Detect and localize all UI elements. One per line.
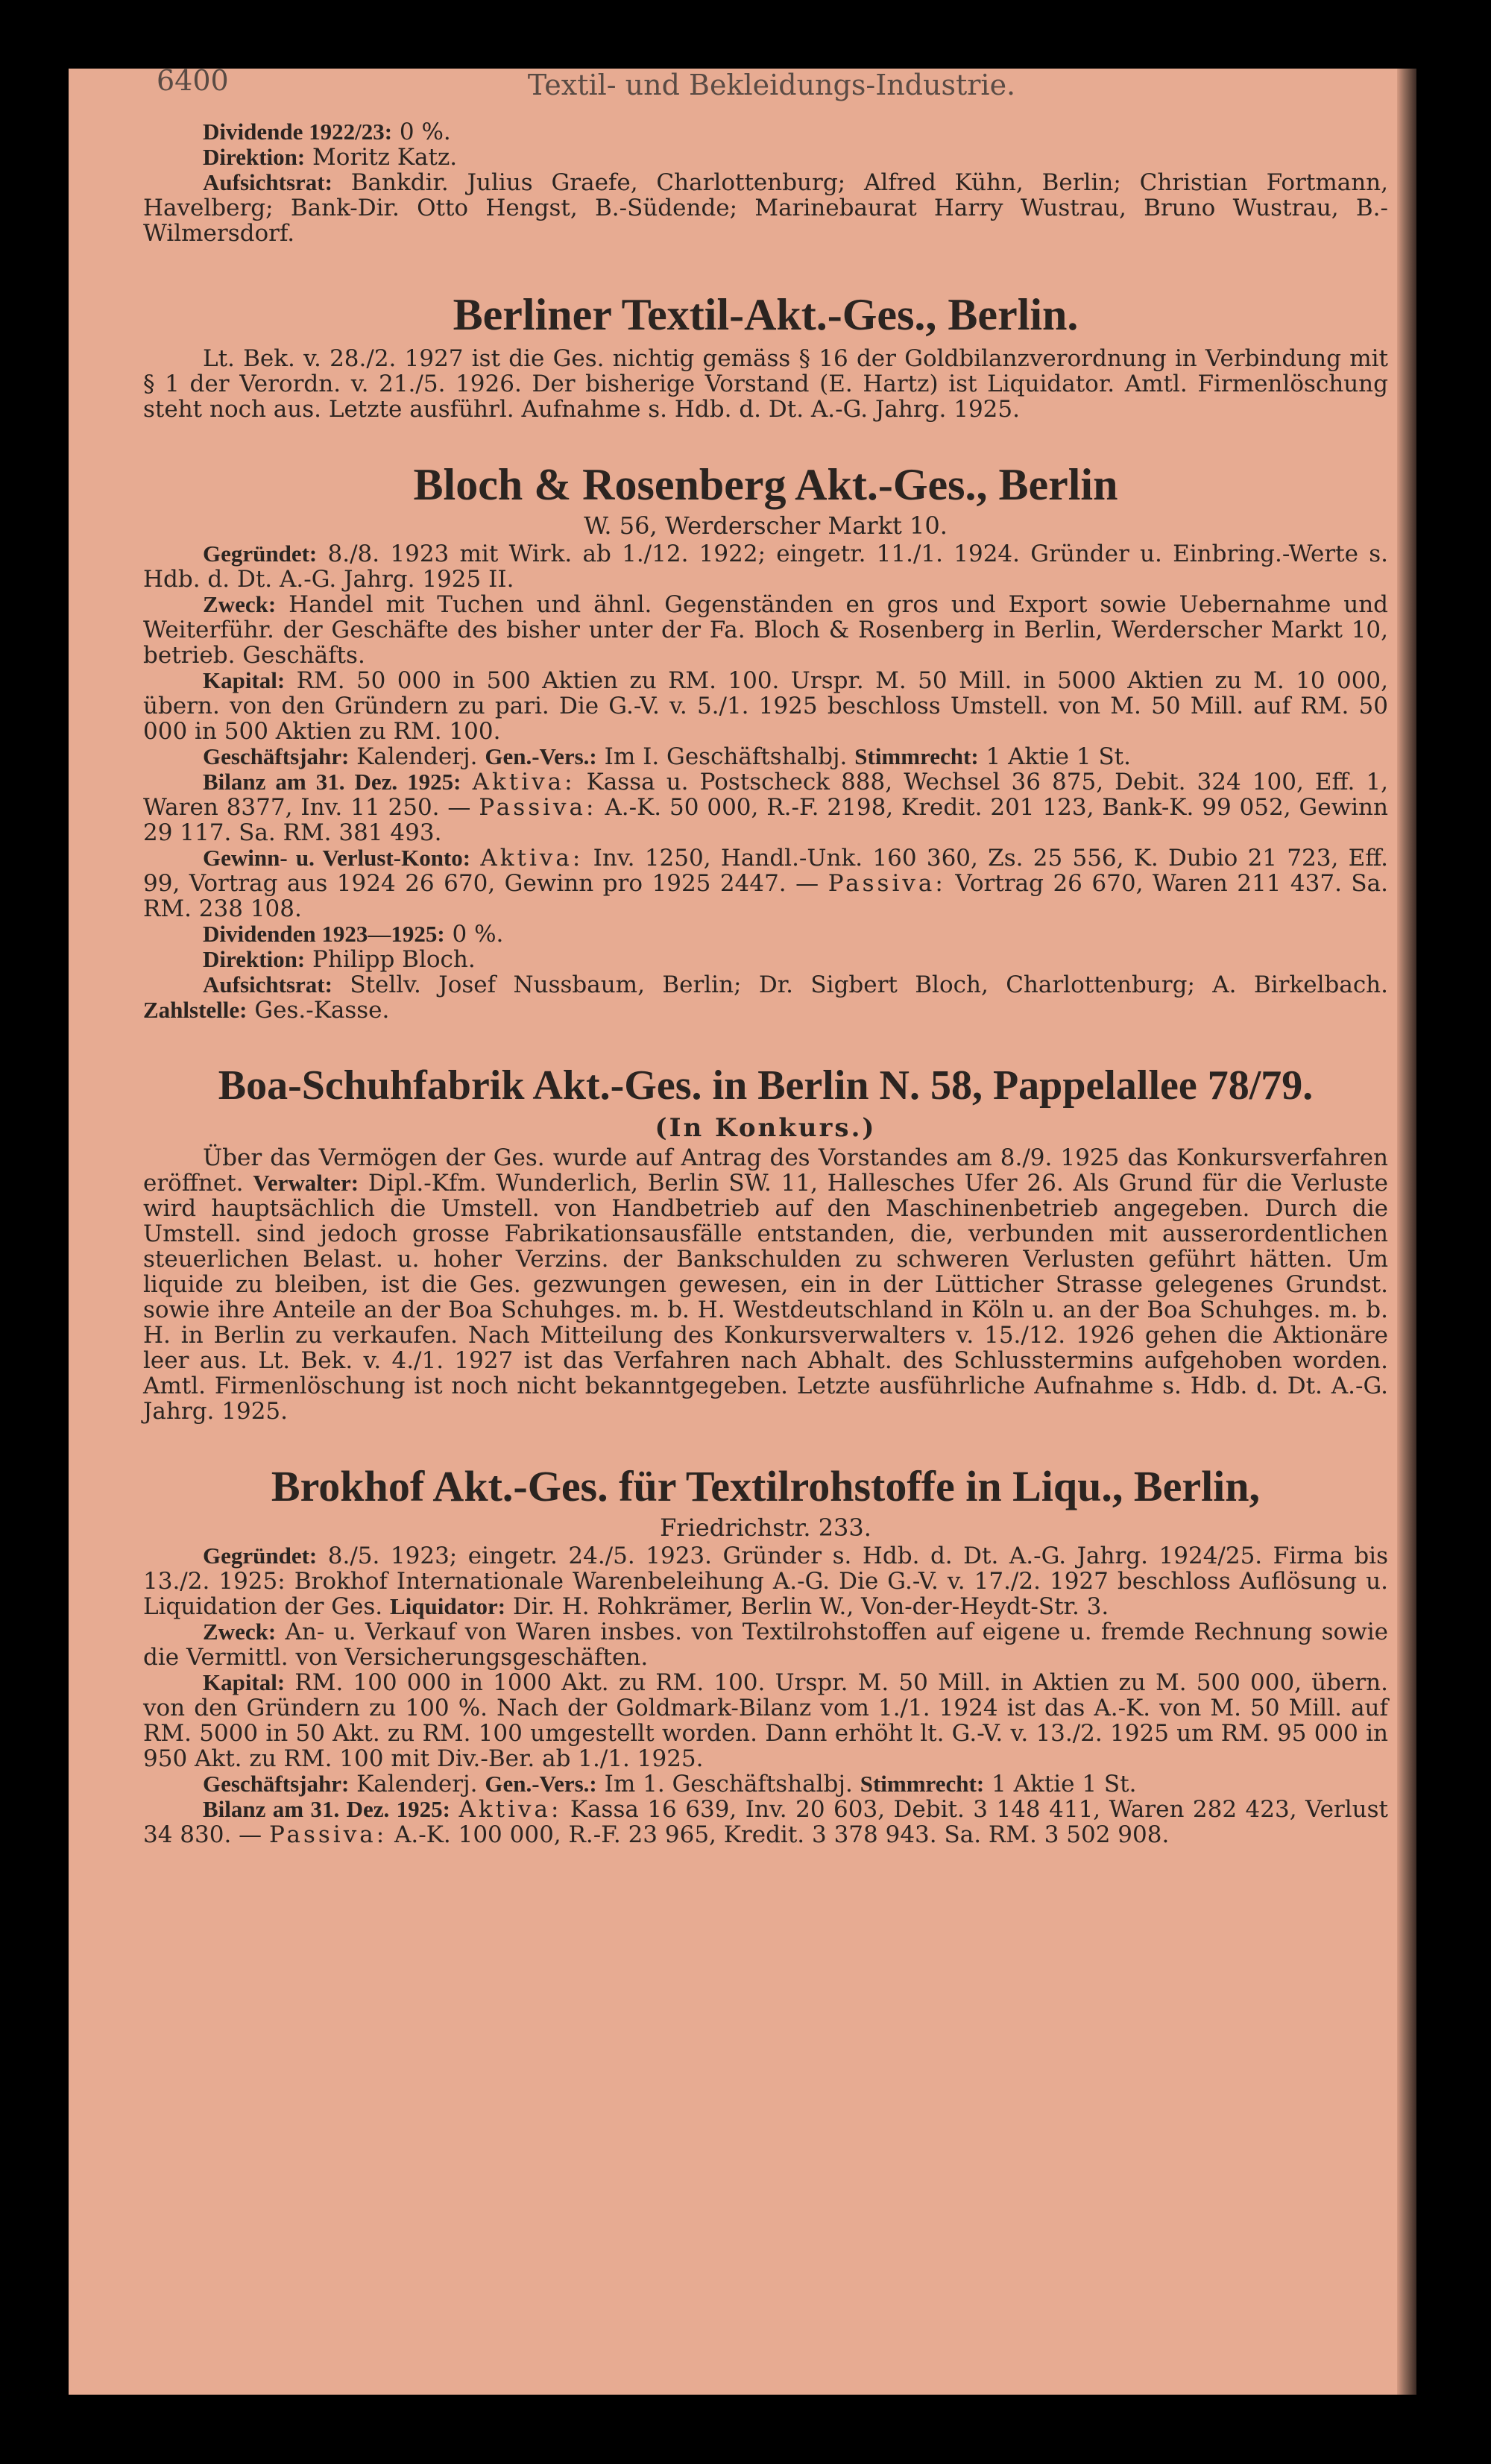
field-label: Aufsichtsrat: [203, 971, 332, 998]
field-label: Geschäftsjahr: [203, 1771, 350, 1797]
field-text: Kassa u. Postscheck 888, Wechsel 36 875, Debit. 324 100, Eff. 1, Waren 8377, Inv. 11 250. — [143, 769, 1388, 821]
field-text: Über das Vermögen der Ges. wurde auf Antrag des Vorstandes am 8./9. 1925 das Konkursverfahren eröffnet. [143, 1144, 1388, 1197]
passiva-word: Passiva: [269, 1821, 388, 1848]
company-title-boa: Boa-Schuhfabrik Akt.-Ges. in Berlin N. 58, Pappelallee 78/79. [218, 1062, 1314, 1109]
field-label: Liquidator: [390, 1593, 506, 1619]
field-label: Aufsichtsrat: [203, 169, 332, 195]
aktiva-word: Aktiva: [480, 845, 584, 872]
field-label: Zweck: [203, 591, 277, 617]
company-address: W. 56, Werderscher Markt 10. [584, 511, 948, 540]
field-text: 8./8. 1923 mit Wirk. ab 1./12. 1922; eingetr. 11./1. 1924. Gründer u. Einbring.-Werte s. Hdb. d. Dt. A.-G. Jahrg. 1925 II. [143, 541, 1388, 593]
field-text: 0 %. [444, 921, 504, 948]
field-label: Bilanz am 31. Dez. 1925: [203, 769, 461, 795]
field-text: A.-K. 100 000, R.-F. 23 965, Kredit. 3 378 943. Sa. RM. 3 502 908. [387, 1821, 1170, 1848]
field-text: Handel mit Tuchen und ähnl. Gegenständen en gros und Export sowie Uebernahme und Weiterführ. der Geschäfte des bisher unter der Fa. Bloch & Rosenberg in Berlin, Werderscher Markt 10, betrieb. Geschäfts. [143, 591, 1388, 669]
bilanz-paragraph [143, 1797, 1388, 1847]
aktiva-word: Aktiva: [472, 769, 576, 795]
field-label: Gen.-Vers.: [485, 1771, 597, 1797]
field-text: Dipl.-Kfm. Wunderlich, Berlin SW. 11, Hallesches Ufer 26. Als Grund für die Verluste wird hauptsächlich die Umstell. von Handbetrieb auf den Maschinenbetrieb angegeben. Durch die Umstell. sind jedoch grosse Fabrikationsausfälle entstanden, die, verbunden mit ausserordentlichen steuerlichen Belast. u. hoher Verzins. der Bankschulden zu schweren Verlusten geführt hätten. Um liquide zu bleiben, ist die Ges. gezwungen gewesen, ein in der Lütticher Strasse gelegenes Grundst. sowie ihre Anteile an der Boa Schuhges. m. b. H. Westdeutschland in Köln u. an der Boa Schuhges. m. b. H. in Berlin zu verkaufen. Nach Mitteilung des Konkursverwalters v. 15./12. 1926 gehen die Aktionäre leer aus. Lt. Bek. v. 4./1. 1927 ist das Verfahren nach Abhalt. des Schlusstermins aufgehoben worden. Amtl. Firmenlöschung ist noch nicht bekanntgegeben. Letzte ausführliche Aufnahme s. Hdb. d. Dt. A.-G. Jahrg. 1925. [143, 1170, 1388, 1425]
page-number: 6400 [157, 69, 229, 97]
passiva-word: Passiva: [828, 870, 946, 897]
field-text: Bankdir. Julius Graefe, Charlottenburg; Alfred Kühn, Berlin; Christian Fortmann, Havelberg; Bank-Dir. Otto Hengst, B.-Südende; Marinebaurat Harry Wustrau, Bruno Wustrau, B.-Wilmersdorf. [143, 169, 1388, 247]
book-spine-shadow [1397, 69, 1416, 2395]
field-label: Kapital: [203, 667, 286, 693]
konkurs-note: (In Konkurs.) [655, 1113, 877, 1143]
field-label: Gen.-Vers.: [485, 743, 597, 769]
field-label: Direktion: [203, 946, 306, 972]
kapital-paragraph [143, 1670, 1388, 1771]
field-text: RM. 50 000 in 500 Aktien zu RM. 100. Urspr. M. 50 Mill. in 5000 Aktien zu M. 10 000, übern. von den Gründern zu pari. Die G.-V. v. 5./1. 1925 beschloss Umstell. von M. 50 Mill. auf RM. 50 000 in 500 Aktien zu RM. 100. [143, 667, 1388, 745]
field-text: 1 Aktie 1 St. [978, 743, 1131, 770]
boa-body [143, 1145, 1388, 1424]
dividenden-paragraph [143, 921, 1388, 947]
page-content [143, 113, 1388, 1847]
passiva-word: Passiva: [479, 794, 597, 821]
zweck-paragraph [143, 1619, 1388, 1670]
field-text: 1 Aktie 1 St. [984, 1771, 1137, 1797]
field-label: Direktion: [203, 144, 306, 170]
field-label: Kapital: [203, 1669, 286, 1695]
field-text: Kalenderj. [349, 743, 485, 770]
field-label: Stimmrecht: [860, 1771, 985, 1797]
gegruendet-paragraph [143, 1543, 1388, 1619]
field-label: Bilanz am 31. Dez. 1925: [203, 1796, 450, 1822]
aktiva-word: Aktiva: [458, 1796, 562, 1823]
direktion-paragraph [143, 947, 1388, 972]
field-text: Ges.-Kasse. [247, 997, 390, 1024]
field-label: Dividende 1922/23: [203, 119, 393, 145]
field-label: Zahlstelle: [143, 997, 248, 1023]
company-title-berliner: Berliner Textil-Akt.-Ges., Berlin. [453, 290, 1079, 339]
direktion-paragraph [143, 145, 1388, 170]
geschaeftsjahr-paragraph [143, 1771, 1388, 1797]
kapital-paragraph [143, 668, 1388, 744]
running-title: Textil- und Bekleidungs-Industrie. [527, 69, 1016, 101]
field-text: 0 %. [392, 119, 451, 145]
field-label: Gewinn- u. Verlust-Konto: [203, 845, 471, 871]
field-text: Moritz Katz. [305, 144, 458, 171]
guv-paragraph [143, 845, 1388, 921]
company-title-bloch: Bloch & Rosenberg Akt.-Ges., Berlin [413, 460, 1118, 509]
field-label: Verwalter: [253, 1170, 359, 1196]
field-text: Im I. Geschäftshalbj. [596, 743, 855, 770]
dividende-paragraph [143, 119, 1388, 145]
field-text: Kalenderj. [349, 1771, 485, 1797]
scanned-page [69, 69, 1416, 2395]
field-label: Stimmrecht: [854, 743, 979, 769]
field-text: An- u. Verkauf von Waren insbes. von Textilrohstoffen auf eigene u. fremde Rechnung sowie die Vermittl. von Versicherungsgeschäften. [143, 1619, 1388, 1671]
zweck-paragraph [143, 592, 1388, 668]
field-text: Vortrag 26 670, Waren 211 437. Sa. RM. 238 108. [143, 870, 1389, 922]
field-label: Gegründet: [203, 1543, 318, 1569]
field-label: Gegründet: [203, 541, 318, 567]
gegruendet-paragraph [143, 541, 1388, 592]
geschaeftsjahr-paragraph [143, 744, 1388, 769]
bilanz-paragraph [143, 769, 1388, 845]
field-text: Kassa 16 639, Inv. 20 603, Debit. 3 148 411, Waren 282 423, Verlust 34 830. — [143, 1796, 1388, 1848]
aufsichtsrat-paragraph [143, 170, 1388, 246]
field-label: Geschäftsjahr: [203, 743, 350, 769]
company-address: Friedrichstr. 233. [660, 1513, 871, 1542]
field-text: 8./5. 1923; eingetr. 24./5. 1923. Gründer s. Hdb. d. Dt. A.-G. Jahrg. 1924/25. Firma bis 13./2. 1925: Brokhof Internationale Warenbeleihung A.-G. Die G.-V. v. 17./2. 1927 beschloss Auflösung u. Liquidation der Ges. [143, 1543, 1388, 1620]
field-text: Philipp Bloch. [305, 946, 476, 973]
aufsichtsrat-paragraph [143, 972, 1388, 1023]
field-text: Inv. 1250, Handl.-Unk. 160 360, Zs. 25 556, K. Dubio 21 723, Eff. 99, Vortrag aus 1924 26 670, Gewinn pro 1925 2447. — [143, 845, 1389, 897]
field-text: Stellv. Josef Nussbaum, Berlin; Dr. Sigbert Bloch, Charlottenburg; A. Birkelbach. [332, 971, 1388, 998]
field-text: RM. 100 000 in 1000 Akt. zu RM. 100. Urspr. M. 50 Mill. in Aktien zu M. 500 000, übern. von den Gründern zu 100 %. Nach der Goldmark-Bilanz vom 1./1. 1924 ist das A.-K. von M. 50 Mill. auf RM. 5000 in 50 Akt. zu RM. 100 umgestellt worden. Dann erhöht lt. G.-V. v. 13./2. 1925 um RM. 95 000 in 950 Akt. zu RM. 100 mit Div.-Ber. ab 1./1. 1925. [143, 1669, 1388, 1772]
company-title-brokhof: Brokhof Akt.-Ges. für Textilrohstoffe in Liqu., Berlin, [271, 1462, 1261, 1510]
field-text: A.-K. 50 000, R.-F. 2198, Kredit. 201 123, Bank-K. 99 052, Gewinn 29 117. Sa. RM. 381 493. [143, 794, 1388, 846]
berliner-body: Lt. Bek. v. 28./2. 1927 ist die Ges. nichtig gemäss § 16 der Goldbilanzverordnung in Verbindung mit § 1 der Verordn. v. 21./5. 1926. Der bisherige Vorstand (E. Hartz) ist Liquidator. Amtl. Firmenlöschung steht noch aus. Letzte ausführl. Aufnahme s. Hdb. d. Dt. A.-G. Jahrg. 1925. [143, 345, 1388, 423]
field-label: Zweck: [203, 1619, 277, 1645]
field-label: Dividenden 1923—1925: [203, 921, 445, 947]
field-text: Im 1. Geschäftshalbj. [596, 1771, 860, 1797]
field-text: Dir. H. Rohkrämer, Berlin W., Von-der-Heydt-Str. 3. [505, 1593, 1109, 1620]
running-header [157, 69, 1387, 101]
